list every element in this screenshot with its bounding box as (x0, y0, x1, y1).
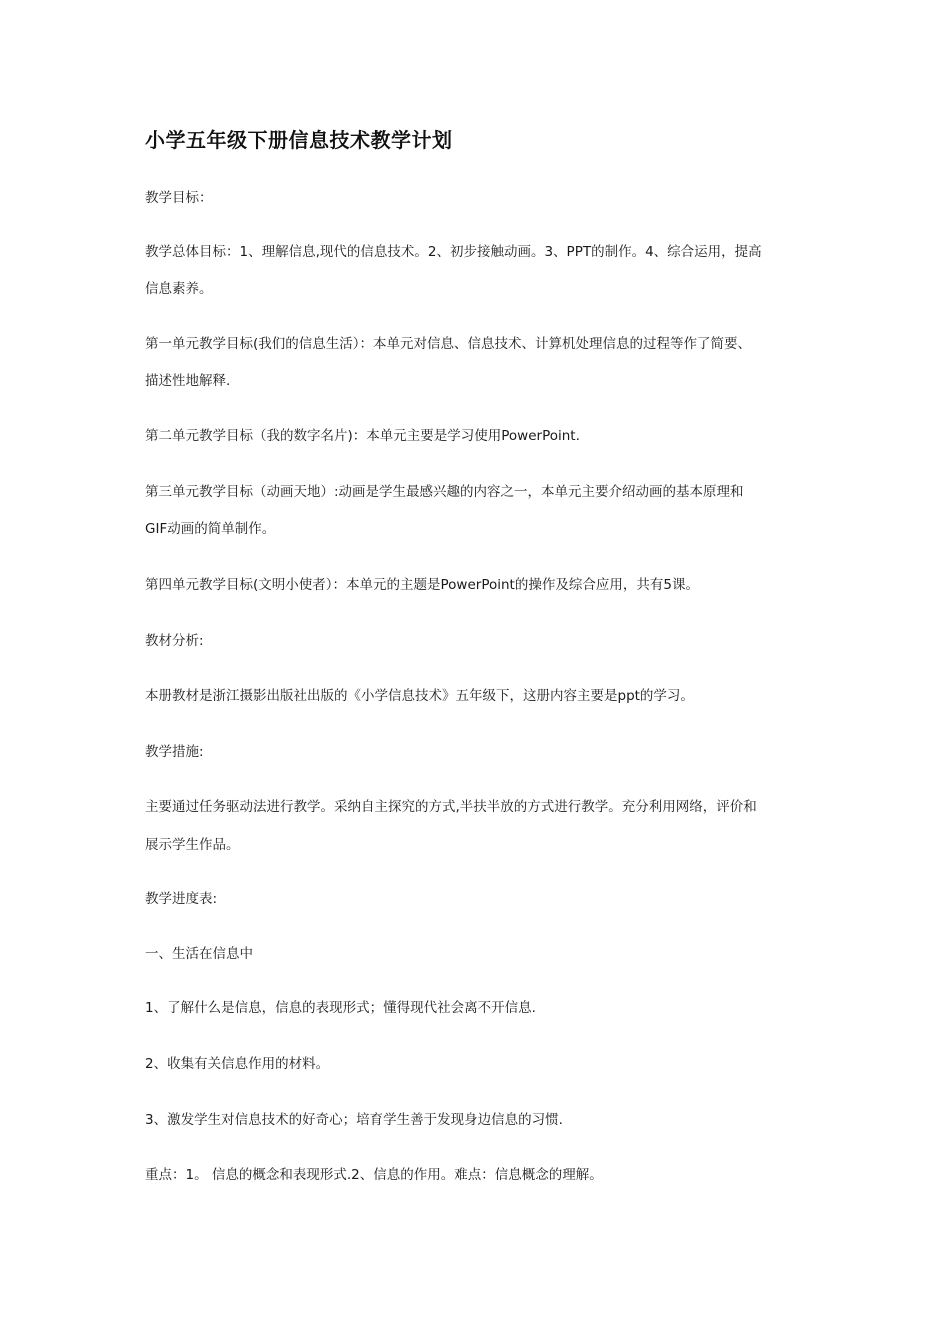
document-title: 小学五年级下册信息技术教学计划 (145, 128, 453, 152)
text-line: 第三单元教学目标（动画天地）:动画是学生最感兴趣的内容之一，本单元主要介绍动画的基本原理和 (145, 484, 744, 500)
text-line: 描述性地解释. (145, 373, 231, 389)
text-line: 一、生活在信息中 (145, 946, 253, 962)
text-line: 第四单元教学目标(文明小使者）：本单元的主题是PowerPoint的操作及综合应用，共有5课。 (145, 577, 699, 593)
text-line: 第二单元教学目标（我的数字名片)：本单元主要是学习使用PowerPoint. (145, 428, 580, 444)
text-line: 教学进度表: (145, 891, 218, 907)
text-line: GIF动画的简单制作。 (145, 521, 276, 537)
text-line: 重点：1。 信息的概念和表现形式.2、信息的作用。难点：信息概念的理解。 (145, 1167, 603, 1183)
text-line: 1、了解什么是信息，信息的表现形式；懂得现代社会离不开信息. (145, 1000, 536, 1016)
text-line: 教材分析: (145, 633, 204, 649)
text-line: 3、激发学生对信息技术的好奇心；培育学生善于发现身边信息的习惯. (145, 1112, 563, 1128)
text-line: 主要通过任务驱动法进行教学。采纳自主探究的方式,半扶半放的方式进行教学。充分利用网络，评价和 (145, 799, 757, 815)
text-line: 第一单元教学目标(我们的信息生活）：本单元对信息、信息技术、计算机处理信息的过程等作了简要、 (145, 336, 752, 352)
text-line: 教学目标： (145, 190, 213, 206)
text-line: 本册教材是浙江摄影出版社出版的《小学信息技术》五年级下，这册内容主要是ppt的学习。 (145, 688, 694, 704)
text-line: 信息素养。 (145, 281, 213, 297)
text-line: 展示学生作品。 (145, 837, 240, 853)
text-line: 2、收集有关信息作用的材料。 (145, 1056, 330, 1072)
text-line: 教学总体目标：1、理解信息,现代的信息技术。2、初步接触动画。3、PPT的制作。4、综合运用，提高 (145, 244, 762, 260)
text-line: 教学措施: (145, 744, 204, 760)
